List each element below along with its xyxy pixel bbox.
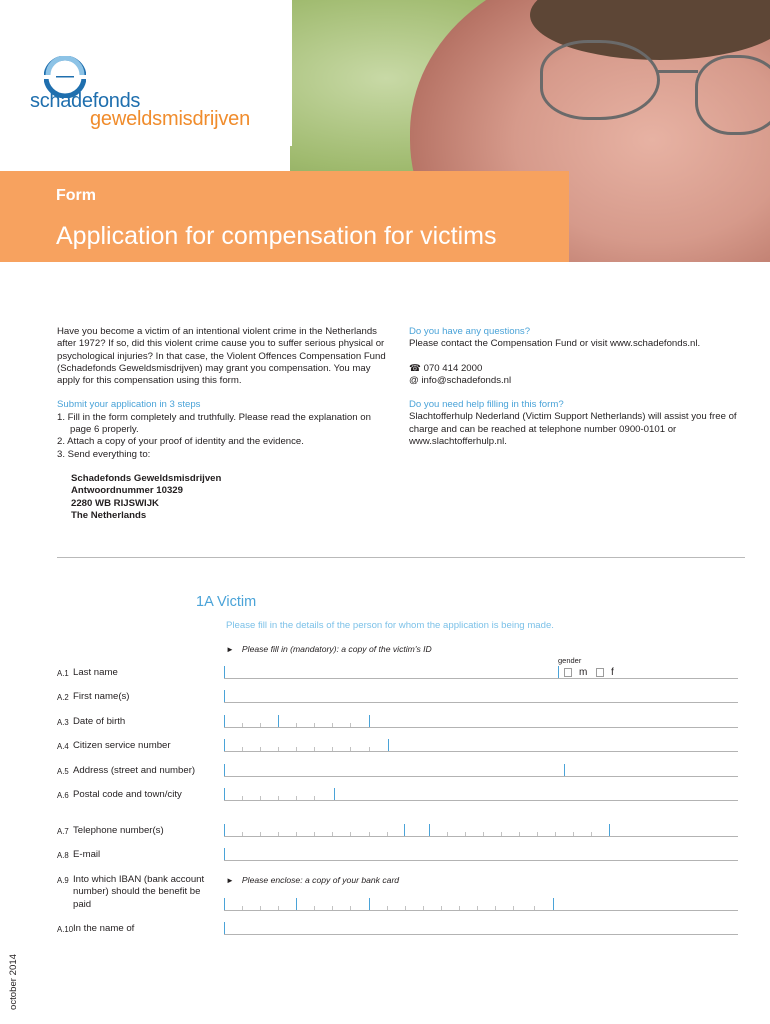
- logo-line1: schadefonds: [30, 90, 141, 112]
- glasses-lens-right: [695, 55, 770, 135]
- iban-field[interactable]: [224, 897, 738, 911]
- id-note: [226, 644, 432, 654]
- gender-label: gender: [558, 656, 582, 665]
- email-field[interactable]: [224, 847, 738, 861]
- row-number: A.5: [57, 767, 69, 776]
- row-label: Address (street and number): [73, 765, 196, 776]
- postal-code-town-field[interactable]: [224, 787, 738, 801]
- row-number: A.8: [57, 851, 69, 860]
- row-label: Into which IBAN (bank account number) should the benefit be paid: [73, 874, 205, 910]
- row-label: E-mail: [73, 849, 101, 860]
- step-1: 1. Fill in the form completely and truthfully. Please read the explanation on page 6 properly.: [57, 411, 371, 436]
- bank-note-text: Please enclose: a copy of your bank card: [241, 875, 400, 885]
- citizen-service-number-field[interactable]: [224, 738, 738, 752]
- questions-heading: Do you have any questions?: [409, 326, 531, 337]
- divider: [57, 557, 745, 558]
- address-line: The Netherlands: [71, 509, 147, 521]
- row-number: A.7: [57, 827, 69, 836]
- telephone-field[interactable]: [224, 823, 738, 837]
- row-number: A.2: [57, 693, 69, 702]
- row-number: A.9: [57, 876, 69, 885]
- contact-column: [409, 326, 749, 448]
- email-address: @ info@schadefonds.nl: [409, 374, 512, 386]
- questions-text: Please contact the Compensation Fund or visit www.schadefonds.nl.: [409, 338, 701, 350]
- help-heading: Do you need help filling in this form?: [409, 399, 564, 411]
- row-number: A.6: [57, 791, 69, 800]
- row-number: A.4: [57, 742, 69, 751]
- row-label: Postal code and town/city: [73, 789, 182, 800]
- glasses-lens-left: [540, 40, 660, 120]
- row-label: In the name of: [73, 923, 135, 934]
- row-label: Last name: [73, 667, 118, 678]
- address-field[interactable]: [224, 763, 738, 777]
- row-number: A.10: [57, 925, 74, 934]
- glasses-bridge: [658, 70, 698, 73]
- intro-paragraph: Have you become a victim of an intentional violent crime in the Netherlands after 1972? If so, did this violent crime cause you to suffer serious physical or psychological injuries? In that case, the Violent Offences Compensation Fund (Schadefonds Geweldsmisdrijven) may grant you compensation. You may apply for this compensation using this form.: [57, 326, 386, 387]
- phone-number: ☎ 070 414 2000: [409, 362, 483, 374]
- section-title: 1A Victim: [196, 594, 257, 610]
- intro-column: [57, 326, 393, 522]
- page-title: Application for compensation for victims: [56, 222, 497, 250]
- arrow-right-icon: ►: [226, 645, 234, 654]
- arrow-right-icon: ►: [226, 876, 234, 885]
- row-label: Date of birth: [73, 716, 126, 727]
- date-of-birth-field[interactable]: [224, 714, 738, 728]
- submit-heading: Submit your application in 3 steps: [57, 399, 201, 411]
- mailing-address: [71, 473, 393, 522]
- section-intro: Please fill in the details of the person for whom the application is being made.: [226, 620, 554, 631]
- address-line: Schadefonds Geweldsmisdrijven: [71, 472, 222, 484]
- address-line: 2280 WB RIJSWIJK: [71, 497, 159, 509]
- bank-note: [226, 875, 399, 885]
- account-holder-field[interactable]: [224, 921, 738, 935]
- gender-field: [558, 665, 738, 679]
- last-name-field[interactable]: [224, 665, 558, 679]
- row-label: Citizen service number: [73, 740, 171, 751]
- form-label: Form: [56, 187, 96, 204]
- steps-list: [57, 412, 393, 461]
- row-number: A.3: [57, 718, 69, 727]
- address-line: Antwoordnummer 10329: [71, 485, 183, 497]
- gender-m-label: m: [579, 667, 588, 678]
- help-text: Slachtofferhulp Nederland (Victim Support Netherlands) will assist you free of charge and can be reached at telephone number 0900-0101 or www.slachtofferhulp.nl.: [409, 411, 737, 448]
- step-3: 3. Send everything to:: [57, 448, 151, 460]
- logo-line2: geweldsmisdrijven: [90, 108, 250, 130]
- row-label: First name(s): [73, 691, 130, 702]
- row-label: Telephone number(s): [73, 825, 164, 836]
- first-names-field[interactable]: [224, 689, 738, 703]
- footer-date: october 2014: [8, 953, 19, 1010]
- step-2: 2. Attach a copy of your proof of identity and the evidence.: [57, 436, 304, 448]
- logo: [0, 0, 292, 146]
- gender-f-label: f: [611, 667, 614, 678]
- id-note-text: Please fill in (mandatory): a copy of the victim's ID: [241, 644, 432, 654]
- row-number: A.1: [57, 669, 69, 678]
